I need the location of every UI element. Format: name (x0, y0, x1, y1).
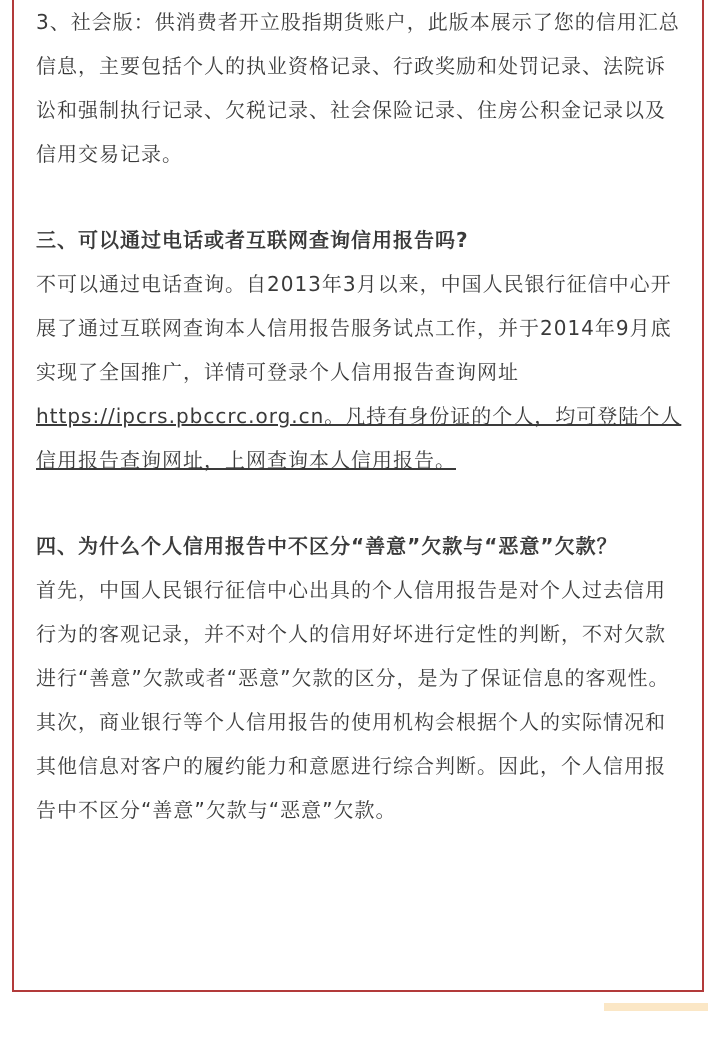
credit-report-version-item-3: 3、社会版：供消费者开立股指期货账户，此版本展示了您的信用汇总信息，主要包括个人的执业资格记录、行政奖励和处罚记录、法院诉讼和强制执行记录、欠税记录、社会保险记录、住房公积金记录以及信用交易记录。 (36, 10, 680, 166)
section-spacer (36, 176, 686, 218)
credit-report-query-link[interactable]: https://ipcrs.pbccrc.org.cn。凡持有身份证的个人，均可登陆个人信用报告查询网址，上网查询本人信用报告。 (36, 404, 682, 472)
section-4-heading: 四、为什么个人信用报告中不区分“善意”欠款与“恶意”欠款？ (36, 534, 618, 558)
section-3-heading: 三、可以通过电话或者互联网查询信用报告吗? (36, 228, 469, 252)
bottom-accent-bar (604, 1003, 708, 1011)
section-4-text: 首先，中国人民银行征信中心出具的个人信用报告是对个人过去信用行为的客观记录，并不对个人的信用好坏进行定性的判断，不对欠款进行“善意”欠款或者“恶意”欠款的区分，是为了保证信息的客观性。其次，商业银行等个人信用报告的使用机构会根据个人的实际情况和其他信息对客户的履约能力和意愿进行综合判断。因此，个人信用报告中不区分“善意”欠款与“恶意”欠款。 (36, 578, 670, 822)
section-spacer (36, 482, 686, 524)
section-3-text (36, 262, 686, 482)
section-3-body: 不可以通过电话查询。自2013年3月以来，中国人民银行征信中心开展了通过互联网查询本人信用报告服务试点工作，并于2014年9月底实现了全国推广，详情可登录个人信用报告查询网址 (36, 272, 672, 384)
article-content (36, 0, 686, 832)
